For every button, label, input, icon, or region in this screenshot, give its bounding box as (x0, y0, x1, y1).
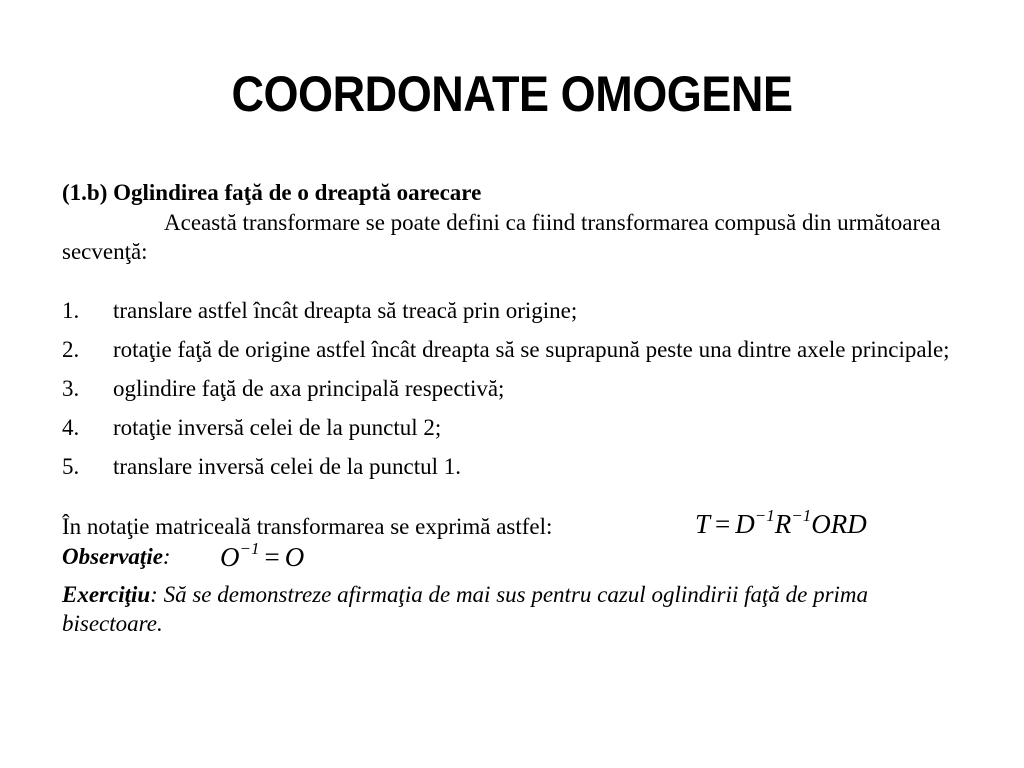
formula-equals: = (715, 509, 731, 539)
observation-line (62, 539, 962, 580)
steps-list (62, 296, 962, 481)
observation-formula (220, 539, 305, 572)
formula-rest: ORD (811, 509, 867, 539)
obs-equals: = (264, 542, 280, 572)
list-item-number: 1. (62, 298, 80, 323)
slide-content (62, 178, 962, 638)
notation-text: În notaţie matriceală transformarea se exprimă astfel: (62, 514, 553, 539)
list-item-text: rotaţie faţă de origine astfel încât dreapta să se suprapună peste una dintre axele principale; (113, 337, 950, 362)
exercise-text: : Să se demonstreze afirmaţia de mai sus pentru cazul oglindirii faţă de prima bisectoare. (62, 582, 869, 636)
formula-d: D (735, 509, 755, 539)
list-item-text: translare astfel încât dreapta să treacă prin origine; (113, 298, 578, 323)
exercise-paragraph (62, 580, 962, 638)
obs-base: O (220, 542, 240, 572)
formula-d-exponent: −1 (754, 506, 775, 525)
formula-r: R (774, 509, 792, 539)
list-item-number: 3. (62, 376, 80, 401)
list-item-text: translare inversă celei de la punctul 1. (113, 454, 462, 479)
transformation-formula (695, 506, 867, 539)
intro-paragraph: Această transformare se poate defini ca fiind transformarea compusă din următoarea secvenţă: (62, 210, 941, 264)
notation-line (62, 506, 962, 542)
list-item-number: 4. (62, 415, 80, 440)
formula-r-exponent: −1 (791, 506, 812, 525)
exercise-label: Exerciţiu (62, 582, 151, 607)
section-subheading: (1.b) Oglindirea faţă de o dreaptă oarecare (62, 180, 482, 205)
list-item-number: 2. (62, 337, 80, 362)
obs-rhs: O (284, 542, 305, 572)
formula-lhs: T (695, 509, 711, 539)
list-item (62, 296, 962, 325)
list-item-text: rotaţie inversă celei de la punctul 2; (113, 415, 442, 440)
slide-title: COORDONATE OMOGENE (231, 66, 793, 122)
list-item-text: oglindire faţă de axa principală respectivă; (113, 376, 505, 401)
list-item-number: 5. (62, 454, 80, 479)
observation-label: Observaţie (62, 544, 163, 569)
list-item (62, 452, 962, 481)
list-item (62, 335, 962, 364)
list-item (62, 413, 962, 442)
list-item (62, 374, 962, 403)
obs-exponent: −1 (239, 539, 260, 558)
observation-colon: : (162, 544, 171, 569)
